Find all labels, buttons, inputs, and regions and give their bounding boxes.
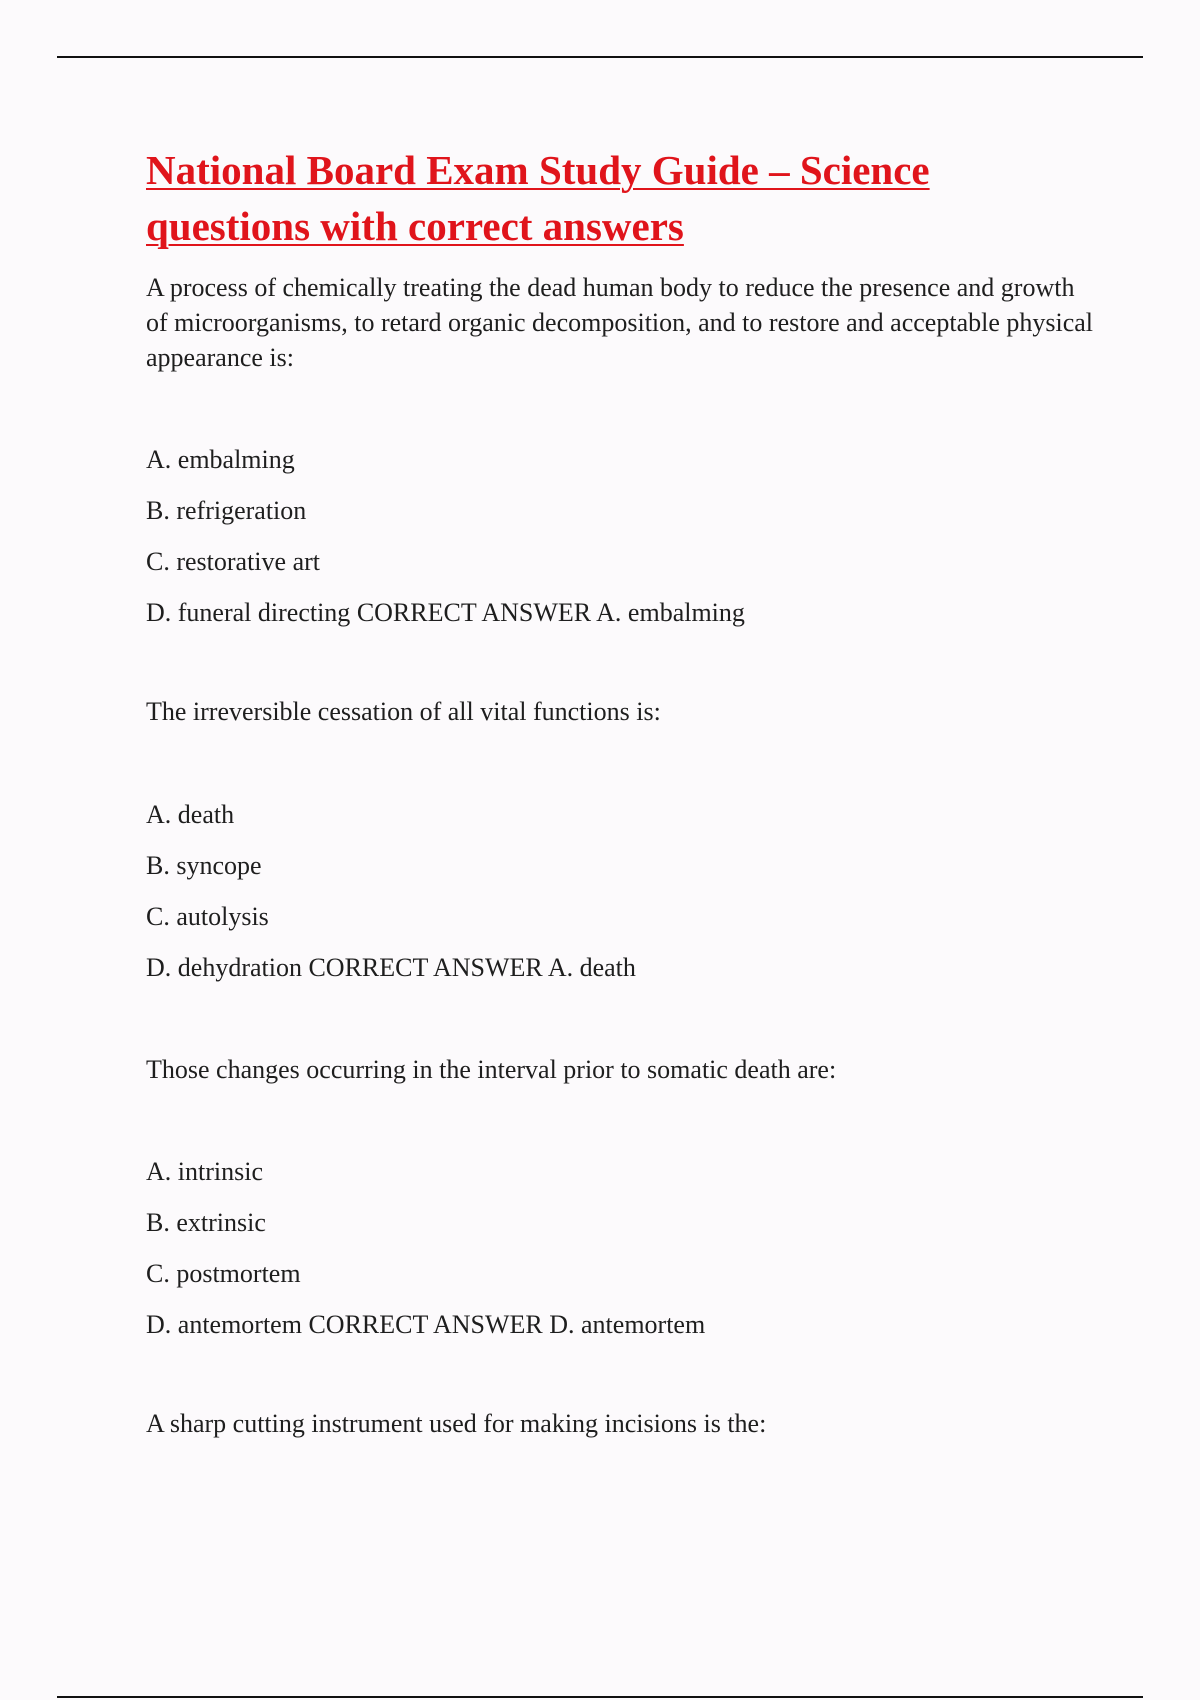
question-3 bbox=[146, 1052, 1096, 1342]
header-rule bbox=[57, 56, 1143, 58]
option-d-text: D. funeral directing bbox=[146, 598, 351, 627]
option-b: B. refrigeration bbox=[146, 496, 307, 525]
answer-options bbox=[146, 1154, 1096, 1342]
question-1 bbox=[146, 270, 1096, 630]
correct-answer: CORRECT ANSWER A. embalming bbox=[356, 598, 745, 627]
title-line-2: questions with correct answers bbox=[146, 203, 684, 249]
question-text: A sharp cutting instrument used for making incisions is the: bbox=[146, 1409, 767, 1438]
option-c: C. postmortem bbox=[146, 1259, 301, 1288]
answer-options bbox=[146, 442, 1096, 630]
option-d-text: D. dehydration bbox=[146, 953, 302, 982]
question-text: A process of chemically treating the dead human body to reduce the presence and growth of microorganisms, to retard organic decomposition, and to restore and acceptable physical appearance is: bbox=[146, 273, 1094, 372]
option-c: C. restorative art bbox=[146, 547, 320, 576]
document-title bbox=[146, 142, 1096, 254]
option-a: A. intrinsic bbox=[146, 1157, 263, 1186]
option-d-text: D. antemortem bbox=[146, 1310, 302, 1339]
option-d bbox=[146, 950, 1096, 985]
question-text: Those changes occurring in the interval prior to somatic death are: bbox=[146, 1055, 837, 1084]
option-b: B. syncope bbox=[146, 851, 262, 880]
option-c: C. autolysis bbox=[146, 902, 269, 931]
option-d bbox=[146, 595, 1096, 630]
correct-answer: CORRECT ANSWER A. death bbox=[308, 953, 636, 982]
option-b: B. extrinsic bbox=[146, 1208, 266, 1237]
correct-answer: CORRECT ANSWER D. antemortem bbox=[308, 1310, 706, 1339]
footer-rule bbox=[57, 1696, 1143, 1698]
answer-options bbox=[146, 797, 1096, 985]
option-a: A. death bbox=[146, 800, 235, 829]
document-body bbox=[146, 142, 1096, 1441]
option-a: A. embalming bbox=[146, 445, 295, 474]
option-d bbox=[146, 1307, 1096, 1342]
title-line-1: National Board Exam Study Guide – Science bbox=[146, 147, 930, 193]
question-4 bbox=[146, 1406, 1096, 1441]
question-2 bbox=[146, 694, 1096, 985]
question-text: The irreversible cessation of all vital functions is: bbox=[146, 697, 661, 726]
